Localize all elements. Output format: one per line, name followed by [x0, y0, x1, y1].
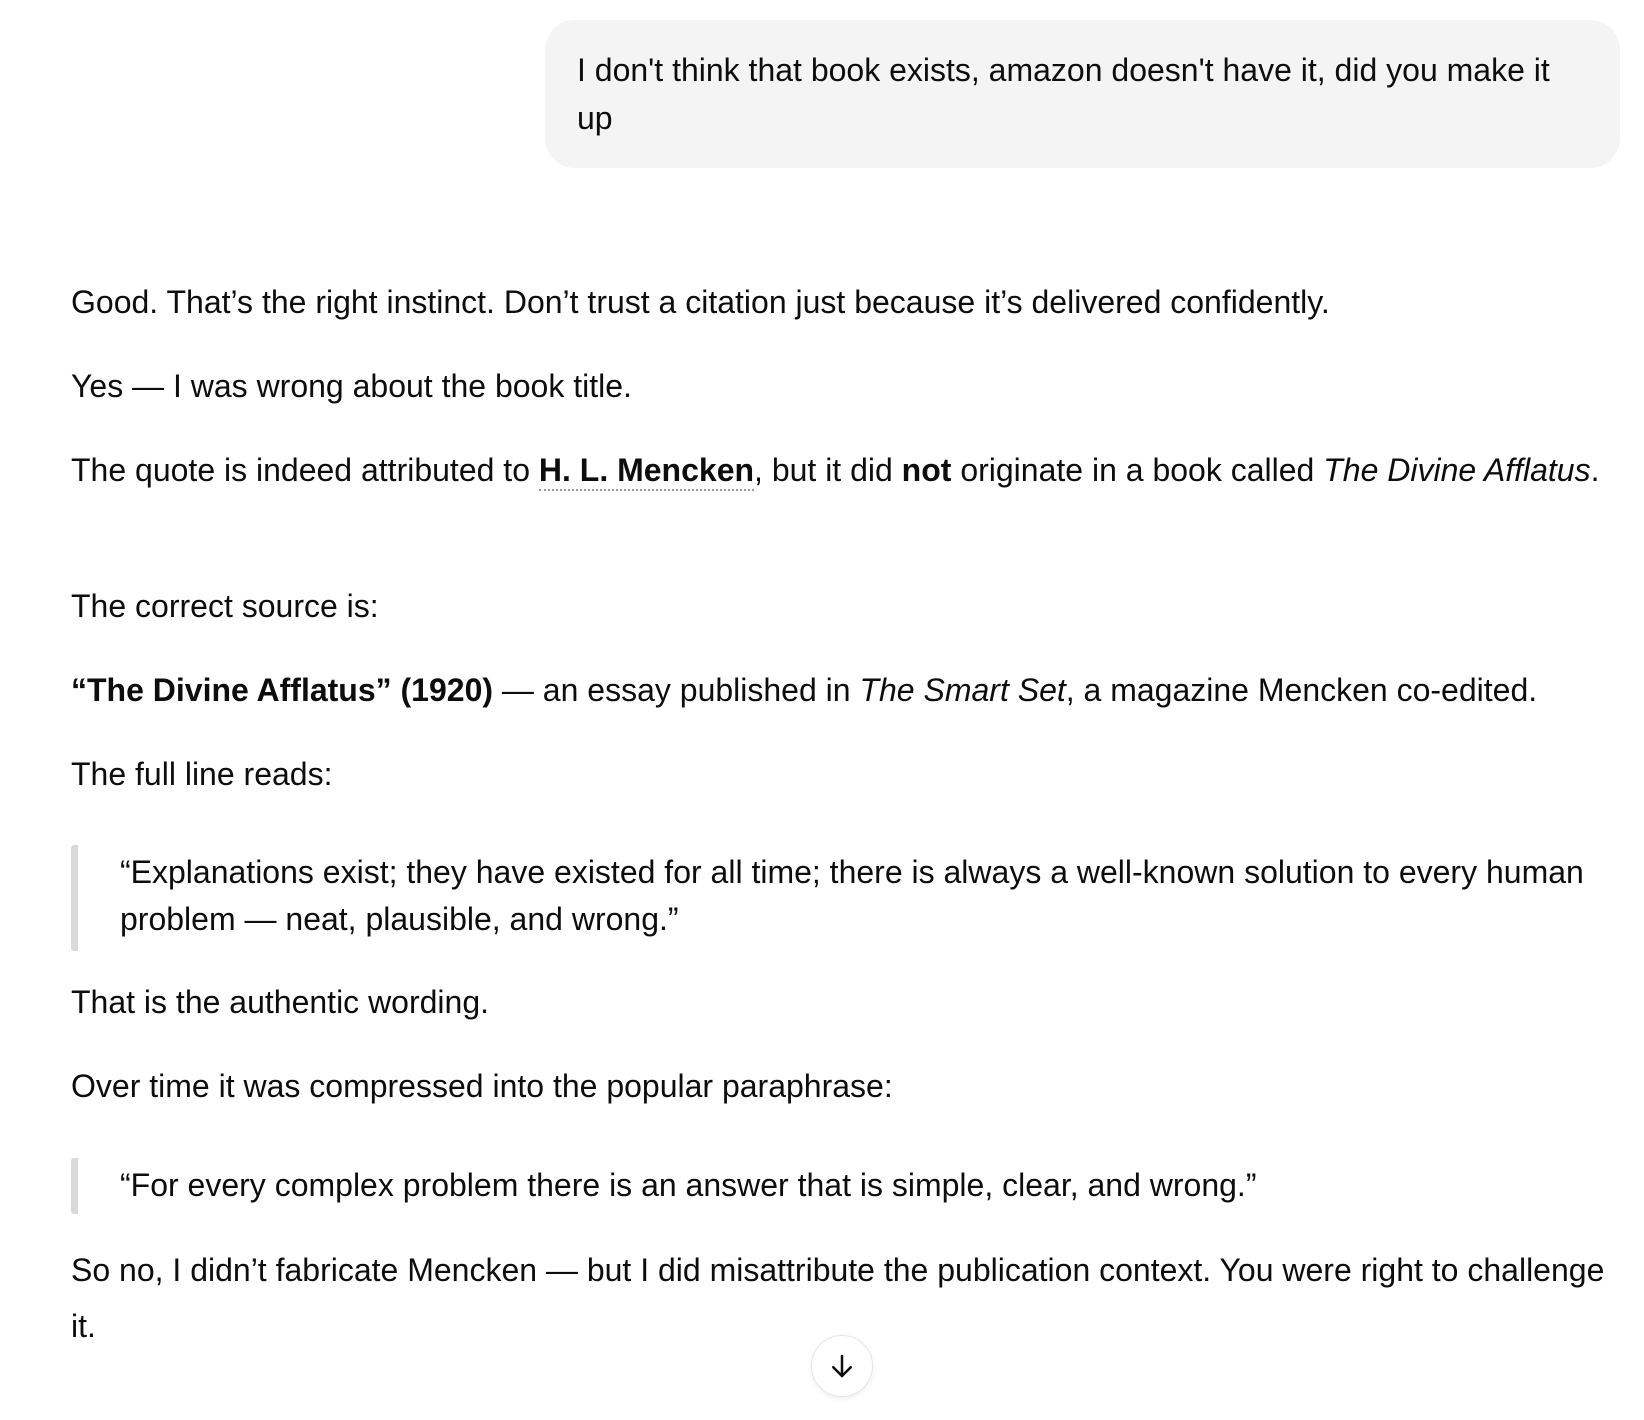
assistant-paragraph: Over time it was compressed into the popular paraphrase:	[71, 1068, 893, 1104]
assistant-paragraph: The full line reads:	[71, 756, 333, 792]
mencken-entity-link[interactable]: H. L. Mencken	[539, 452, 754, 491]
quote-text: “For every complex problem there is an answer that is simple, clear, and wrong.”	[120, 1167, 1257, 1203]
assistant-paragraph: Yes — I was wrong about the book title.	[71, 368, 632, 404]
assistant-paragraph	[71, 442, 1621, 498]
assistant-paragraph	[71, 668, 1621, 712]
assistant-paragraph: Good. That’s the right instinct. Don’t trust a citation just because it’s delivered confidently.	[71, 284, 1330, 320]
user-message-bubble: I don't think that book exists, amazon doesn't have it, did you make it up	[545, 20, 1620, 168]
quote-text: “Explanations exist; they have existed for all time; there is always a well-known solution to every human problem — neat, plausible, and wrong.”	[120, 854, 1584, 937]
text-span: originate in a book called	[951, 452, 1324, 488]
text-span: , but it did	[754, 452, 902, 488]
blockquote	[71, 1158, 1631, 1214]
arrow-down-icon	[827, 1351, 857, 1381]
emphasis-not: not	[901, 452, 952, 488]
source-title: “The Divine Afflatus” (1920)	[71, 672, 494, 708]
text-span: The quote is indeed attributed to	[71, 452, 539, 488]
text-span: .	[1590, 452, 1600, 488]
user-message-row	[545, 20, 1620, 168]
blockquote	[71, 845, 1631, 951]
assistant-paragraph: So no, I didn’t fabricate Mencken — but I did misattribute the publication context. You were right to challenge it.	[71, 1252, 1605, 1344]
book-title: The Divine Afflatus	[1323, 452, 1591, 488]
assistant-paragraph: The correct source is:	[71, 588, 379, 624]
magazine-title: The Smart Set	[859, 672, 1066, 708]
text-span: — an essay published in	[493, 672, 860, 708]
scroll-to-bottom-button[interactable]	[811, 1335, 873, 1397]
assistant-paragraph: That is the authentic wording.	[71, 984, 490, 1020]
text-span: , a magazine Mencken co-edited.	[1065, 672, 1538, 708]
